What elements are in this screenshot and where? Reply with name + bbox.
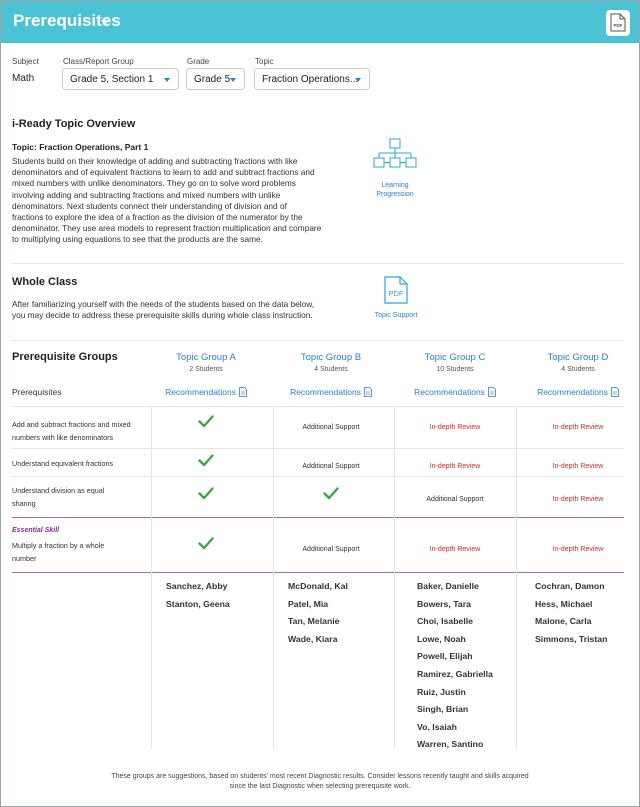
column-divider (151, 406, 152, 749)
student-name[interactable]: Choi, Isabelle (417, 616, 474, 627)
prerequisite-skill: Understand equivalent fractions (12, 459, 114, 468)
divider (12, 476, 624, 477)
pdf-download-button[interactable] (606, 10, 630, 36)
topic-select[interactable] (254, 68, 370, 90)
chevron-down-icon (355, 78, 361, 82)
subject-value: Math (12, 73, 35, 84)
in-depth-review-cell: In-depth Review (552, 463, 604, 470)
prerequisite-skill: Understand division as equal sharing (12, 486, 105, 508)
divider (12, 263, 624, 264)
class-group-value: Grade 5, Section 1 (70, 74, 154, 85)
group-name[interactable]: Topic Group D (547, 352, 609, 363)
student-name[interactable]: Bowers, Tara (417, 598, 471, 609)
document-icon (364, 387, 372, 397)
recommendations-link[interactable]: Recommendations (518, 387, 638, 397)
essential-divider (12, 517, 624, 518)
prerequisites-label: Prerequisites (12, 387, 62, 397)
subject-label: Subject (12, 57, 39, 66)
student-name[interactable]: Ramirez, Gabriella (417, 669, 493, 679)
student-name[interactable]: Tan, Melanie (288, 616, 340, 627)
topic-title: Topic: Fraction Operations, Part 1 (12, 142, 149, 152)
pdf-icon (384, 276, 408, 304)
svg-text:PDF: PDF (613, 23, 623, 28)
topic-value: Fraction Operations... (262, 74, 359, 85)
student-name[interactable]: Baker, Danielle (417, 581, 479, 591)
in-depth-review-cell: In-depth Review (429, 424, 481, 431)
recommendations-link[interactable]: Recommendations (395, 387, 515, 397)
student-name[interactable]: Ruiz, Justin (417, 686, 466, 697)
column-divider (394, 406, 395, 749)
student-name[interactable]: Malone, Carla (535, 616, 592, 627)
group-name[interactable]: Topic Group C (424, 352, 486, 363)
chevron-down-icon[interactable] (101, 20, 109, 25)
grade-label: Grade (187, 57, 210, 66)
topic-label: Topic (255, 57, 274, 66)
student-name[interactable]: Cochran, Damon (535, 581, 605, 591)
svg-text:PDF: PDF (388, 289, 404, 298)
divider (12, 448, 624, 449)
additional-support-cell: Additional Support (302, 546, 360, 553)
prerequisite-groups-heading: Prerequisite Groups (12, 351, 118, 363)
student-name[interactable]: Hess, Michael (535, 598, 593, 609)
student-name[interactable]: Warren, Santino (417, 739, 484, 750)
group-name[interactable]: Topic Group B (300, 352, 362, 363)
in-depth-review-cell: In-depth Review (552, 424, 604, 431)
column-divider (273, 406, 274, 749)
group-name[interactable]: Topic Group A (176, 352, 236, 363)
additional-support-cell: Additional Support (302, 424, 360, 431)
group-count: 4 Students (314, 366, 348, 373)
additional-support-cell: Additional Support (302, 463, 360, 470)
chevron-down-icon (164, 78, 170, 82)
additional-support-cell: Additional Support (426, 496, 484, 503)
prerequisite-skill: Add and subtract fractions and mixed numbers with like denominators (12, 420, 131, 442)
divider (12, 340, 624, 341)
group-count: 10 Students (436, 366, 474, 373)
overview-text: Students build on their knowledge of adding and subtracting fractions with like denominators and of equivalent fractions to learn to add and subtract fractions and mixed numbers with unlike denominators. They go on to solve word problems involving adding and subtracting fractions and mixed numbers with unlike denominators. Next students connect their understanding of division and of fractions to explore the idea of a fraction as the division of the numerator by the denominator. They use area models to represent fraction multiplication and compare to multiplying using equations to see that the products are the same. (12, 156, 322, 245)
document-icon (611, 387, 619, 397)
recommendations-link[interactable]: Recommendations (146, 387, 266, 397)
pdf-icon (610, 13, 626, 32)
document-icon (488, 387, 496, 397)
checkmark-icon (198, 537, 214, 550)
student-name[interactable]: Patel, Mia (288, 598, 329, 609)
checkmark-icon (198, 487, 214, 500)
student-name[interactable]: Wade, Kiara (288, 633, 338, 644)
in-depth-review-cell: In-depth Review (429, 546, 481, 553)
checkmark-icon (198, 415, 214, 428)
in-depth-review-cell: In-depth Review (429, 463, 481, 470)
class-group-label: Class/Report Group (63, 57, 134, 66)
essential-skill-label: Essential Skill (12, 527, 60, 534)
student-name[interactable]: McDonald, Kal (288, 581, 348, 591)
class-group-select[interactable] (62, 68, 179, 90)
learning-progression-icon (372, 138, 418, 172)
topic-support-label: Topic Support (374, 312, 418, 319)
student-name[interactable]: Vo, Isaiah (417, 721, 457, 732)
column-divider (516, 406, 517, 749)
student-name[interactable]: Simmons, Tristan (535, 633, 608, 644)
essential-divider (12, 572, 624, 573)
grade-value: Grade 5 (194, 74, 231, 85)
group-count: 2 Students (189, 366, 223, 373)
footer-note: These groups are suggestions, based on students' most recent Diagnostic results. Consider lessons recently taught and skills acquired since the last Diagnostic when selecting prerequisite work. (111, 773, 529, 790)
checkmark-icon (198, 454, 214, 467)
divider (12, 406, 624, 407)
grade-select[interactable] (186, 68, 245, 90)
checkmark-icon (323, 487, 339, 500)
student-name[interactable]: Singh, Brian (417, 704, 469, 715)
whole-class-text: After familiarizing yourself with the needs of the students based on the data below, you may decide to address these prerequisite skills during whole class instruction. (12, 299, 315, 321)
document-icon (239, 387, 247, 397)
whole-class-heading: Whole Class (12, 276, 78, 288)
recommendations-link[interactable]: Recommendations (271, 387, 391, 397)
overview-heading: i-Ready Topic Overview (12, 118, 136, 130)
page-title[interactable]: Prerequisites (13, 11, 121, 30)
chevron-down-icon (230, 78, 236, 82)
in-depth-review-cell: In-depth Review (552, 546, 604, 553)
prerequisite-skill: Multiply a fraction by a whole number (12, 541, 105, 563)
student-name[interactable]: Powell, Elijah (417, 651, 473, 662)
group-count: 4 Students (561, 366, 595, 373)
learning-progression-label: Learning (381, 182, 409, 189)
learning-progression-link[interactable]: Learning Progression (372, 138, 420, 177)
student-name[interactable]: Lowe, Noah (417, 633, 466, 644)
student-name[interactable]: Stanton, Geena (166, 598, 230, 609)
header-bar (1, 1, 639, 43)
student-name[interactable]: Sanchez, Abby (166, 581, 228, 591)
in-depth-review-cell: In-depth Review (552, 496, 604, 503)
